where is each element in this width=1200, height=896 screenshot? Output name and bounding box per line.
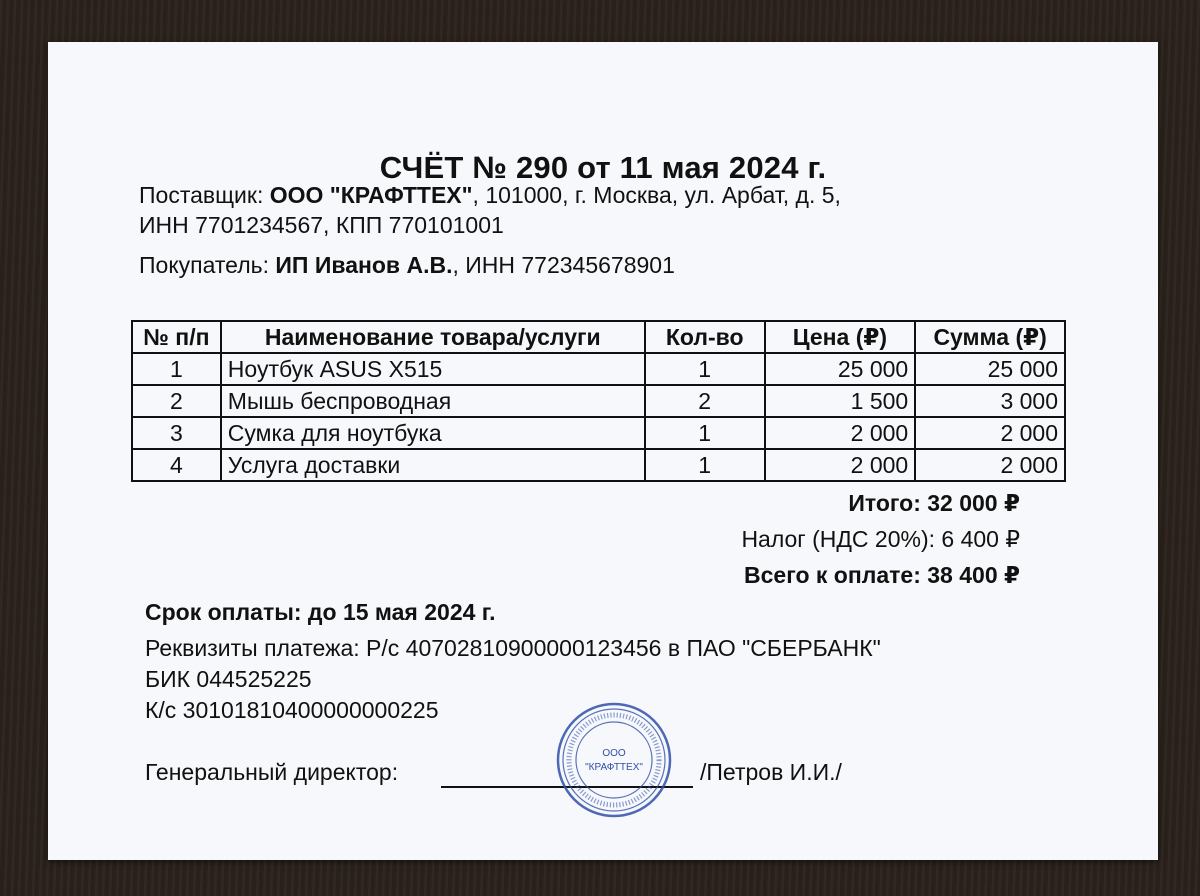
- row-sum: 25 000: [915, 353, 1065, 385]
- supplier-line: [139, 182, 841, 209]
- row-quantity: 1: [645, 417, 765, 449]
- correspondent-account: К/с 30101810400000000225: [145, 697, 439, 723]
- buyer-name: ИП Иванов А.В.: [275, 252, 453, 278]
- row-price: 1 500: [765, 385, 916, 417]
- row-sum: 2 000: [915, 449, 1065, 481]
- supplier-address: , 101000, г. Москва, ул. Арбат, д. 5,: [472, 182, 841, 208]
- buyer-line: [139, 252, 675, 279]
- tax-line: Налог (НДС 20%): 6 400 ₽: [741, 526, 1020, 552]
- row-sum: 3 000: [915, 385, 1065, 417]
- invoice-title: СЧЁТ № 290 от 11 мая 2024 г.: [379, 150, 827, 185]
- seal-text-line1: ООО: [602, 748, 626, 759]
- header-item-name: Наименование товара/услуги: [221, 321, 645, 353]
- supplier-ids: ИНН 7701234567, КПП 770101001: [139, 212, 504, 238]
- header-sum: Сумма (₽): [915, 321, 1065, 353]
- payment-details: Реквизиты платежа: Р/с 40702810900000123456 в ПАО "СБЕРБАНК": [145, 635, 881, 661]
- invoice-sheet: [48, 42, 1158, 860]
- row-number: 4: [132, 449, 221, 481]
- row-sum: 2 000: [915, 417, 1065, 449]
- row-quantity: 2: [645, 385, 765, 417]
- row-item-name: Сумка для ноутбука: [221, 417, 645, 449]
- table-header-row: [132, 321, 1065, 353]
- payment-due: Срок оплаты: до 15 мая 2024 г.: [145, 599, 496, 625]
- table-row: [132, 353, 1065, 385]
- signature-role: Генеральный директор:: [145, 759, 399, 785]
- row-number: 2: [132, 385, 221, 417]
- table-row: [132, 417, 1065, 449]
- header-price: Цена (₽): [765, 321, 916, 353]
- row-price: 2 000: [765, 417, 916, 449]
- company-seal: [554, 700, 674, 820]
- buyer-ids: , ИНН 772345678901: [452, 252, 675, 278]
- row-number: 1: [132, 353, 221, 385]
- bank-bik: БИК 044525225: [145, 666, 312, 692]
- row-quantity: 1: [645, 353, 765, 385]
- header-quantity: Кол-во: [645, 321, 765, 353]
- seal-text-line2: "КРАФТТЕХ": [585, 762, 643, 773]
- row-price: 2 000: [765, 449, 916, 481]
- supplier-name: ООО "КРАФТТЕХ": [269, 182, 473, 208]
- row-number: 3: [132, 417, 221, 449]
- header-number: № п/п: [132, 321, 221, 353]
- subtotal: Итого: 32 000 ₽: [848, 490, 1020, 516]
- row-item-name: Ноутбук ASUS X515: [221, 353, 645, 385]
- table-row: [132, 449, 1065, 481]
- grand-total: Всего к оплате: 38 400 ₽: [744, 562, 1020, 588]
- signatory-name: /Петров И.И./: [700, 759, 842, 785]
- row-price: 25 000: [765, 353, 916, 385]
- buyer-label: Покупатель:: [139, 252, 276, 278]
- supplier-label: Поставщик:: [139, 182, 270, 208]
- row-item-name: Услуга доставки: [221, 449, 645, 481]
- row-item-name: Мышь беспроводная: [221, 385, 645, 417]
- table-row: [132, 385, 1065, 417]
- items-table: [131, 320, 1066, 482]
- row-quantity: 1: [645, 449, 765, 481]
